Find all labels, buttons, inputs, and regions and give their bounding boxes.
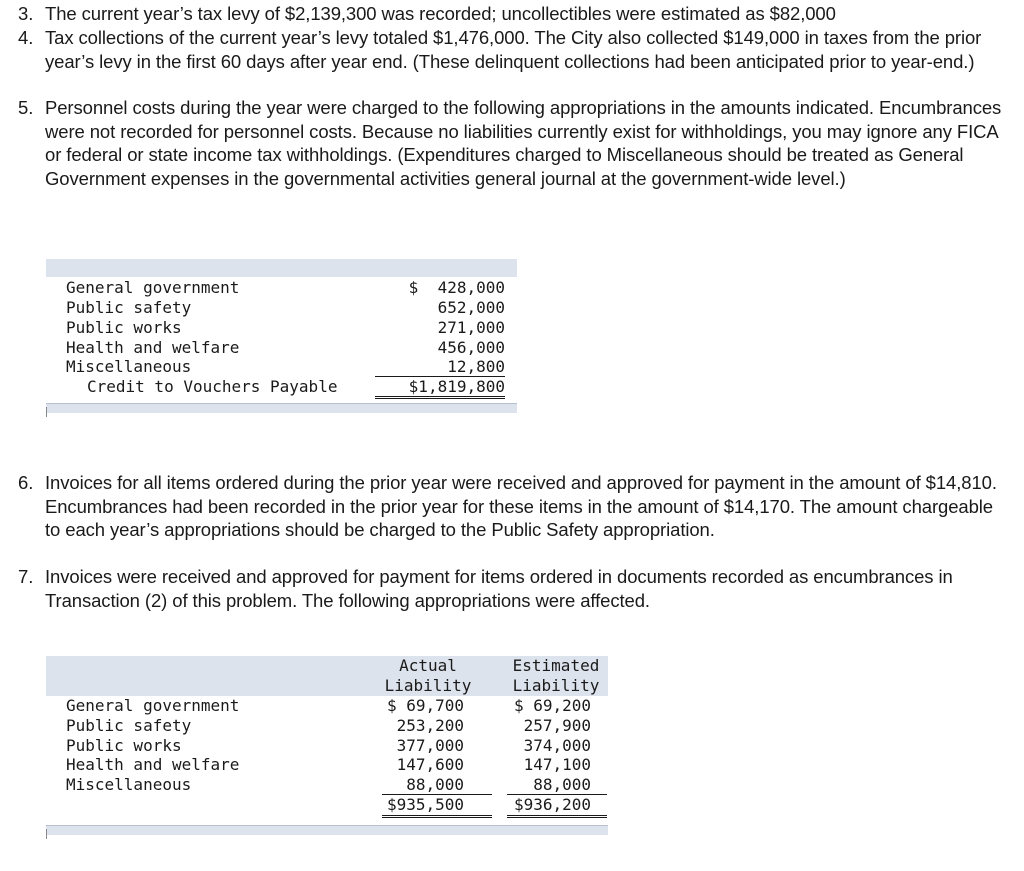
column-header-actual-liability: Actual Liability <box>384 656 472 695</box>
row-amount: 652,000 <box>437 298 505 317</box>
table-row <box>46 278 517 298</box>
table-row <box>46 755 608 775</box>
estimated-liability-cell: 88,000 <box>533 775 591 794</box>
actual-liability-cell: 88,000 <box>406 775 464 794</box>
item-number: 4. <box>18 27 34 48</box>
row-amount: 271,000 <box>437 318 505 337</box>
row-label: Public safety <box>66 716 192 735</box>
table-row <box>46 716 608 736</box>
table-row <box>46 696 608 716</box>
row-label: General government <box>66 696 240 715</box>
table-header-band <box>46 259 517 277</box>
item-7 <box>18 565 1008 612</box>
row-amount: 12,800 <box>375 357 505 377</box>
actual-liability-cell: 253,200 <box>396 716 464 735</box>
personnel-costs-table <box>46 259 517 419</box>
invoice-liability-table <box>46 656 608 836</box>
row-label: General government <box>66 278 240 297</box>
row-label: Public works <box>66 318 182 337</box>
estimated-liability-cell: 374,000 <box>523 736 591 755</box>
item-3 <box>18 2 1008 26</box>
item-6 <box>18 471 1008 542</box>
total-actual-liability: $935,500 <box>386 795 464 814</box>
estimated-liability-cell: 147,100 <box>523 755 591 774</box>
table-row <box>46 775 608 795</box>
estimated-liability-cell: 257,900 <box>523 716 591 735</box>
item-text: Tax collections of the current year’s levy totaled $1,476,000. The City also collected $149,000 in taxes from the prior year’s levy in the first 60 days after year end. (These delinquent collections had been anticipated prior to year-end.) <box>45 27 982 72</box>
item-number: 3. <box>18 3 34 24</box>
estimated-liability-cell: $ 69,200 <box>513 696 591 715</box>
total-estimated-liability: $936,200 <box>513 795 591 814</box>
table-footer-band <box>46 825 608 835</box>
table-row <box>46 357 517 377</box>
table-corner-mark <box>46 407 47 417</box>
table-corner-mark <box>46 829 47 839</box>
item-number: 7. <box>18 566 34 587</box>
row-label: Miscellaneous <box>66 775 192 794</box>
total-label: Credit to Vouchers Payable <box>87 377 338 396</box>
row-label: Public works <box>66 736 182 755</box>
row-label: Public safety <box>66 298 192 317</box>
table-row <box>46 338 517 358</box>
total-row <box>46 377 517 397</box>
column-header-estimated-liability: Estimated Liability <box>512 656 600 695</box>
item-number: 6. <box>18 472 34 493</box>
total-amount: $1,819,800 <box>375 377 505 399</box>
actual-liability-cell: $ 69,700 <box>386 696 464 715</box>
row-label: Miscellaneous <box>66 357 192 376</box>
item-4 <box>18 26 1008 73</box>
row-label: Health and welfare <box>66 755 240 774</box>
item-text: Personnel costs during the year were charged to the following appropriations in the amounts indicated. Encumbrances were not recorded for personnel costs. Because no liabilities currently exist for withholdings, you may ignore any FICA or federal or state income tax withholdings. (Expenditures charged to Miscellaneous should be treated as General Government expenses in the governmental activities general journal at the government-wide level.) <box>45 97 1002 189</box>
item-5 <box>18 96 1008 190</box>
row-amount: 456,000 <box>437 338 505 357</box>
item-number: 5. <box>18 97 34 118</box>
row-label: Health and welfare <box>66 338 240 357</box>
row-amount: $ 428,000 <box>408 278 505 297</box>
table-row <box>46 736 608 756</box>
table-row <box>46 298 517 318</box>
table-footer-band <box>46 403 517 413</box>
actual-liability-cell: 377,000 <box>396 736 464 755</box>
actual-liability-cell: 147,600 <box>396 755 464 774</box>
table-row <box>46 318 517 338</box>
item-text: Invoices for all items ordered during the prior year were received and approved for payment in the amount of $14,810. Encumbrances had been recorded in the prior year for these items in the amount of $14,170. The amount chargeable to each year’s appropriations should be charged to the Public Safety appropriation. <box>45 472 997 540</box>
item-text: Invoices were received and approved for payment for items ordered in documents recorded as encumbrances in Transaction (2) of this problem. The following appropriations were affected. <box>45 566 953 611</box>
item-text: The current year’s tax levy of $2,139,300 was recorded; uncollectibles were estimated as $82,000 <box>45 3 836 24</box>
total-row <box>46 795 608 815</box>
